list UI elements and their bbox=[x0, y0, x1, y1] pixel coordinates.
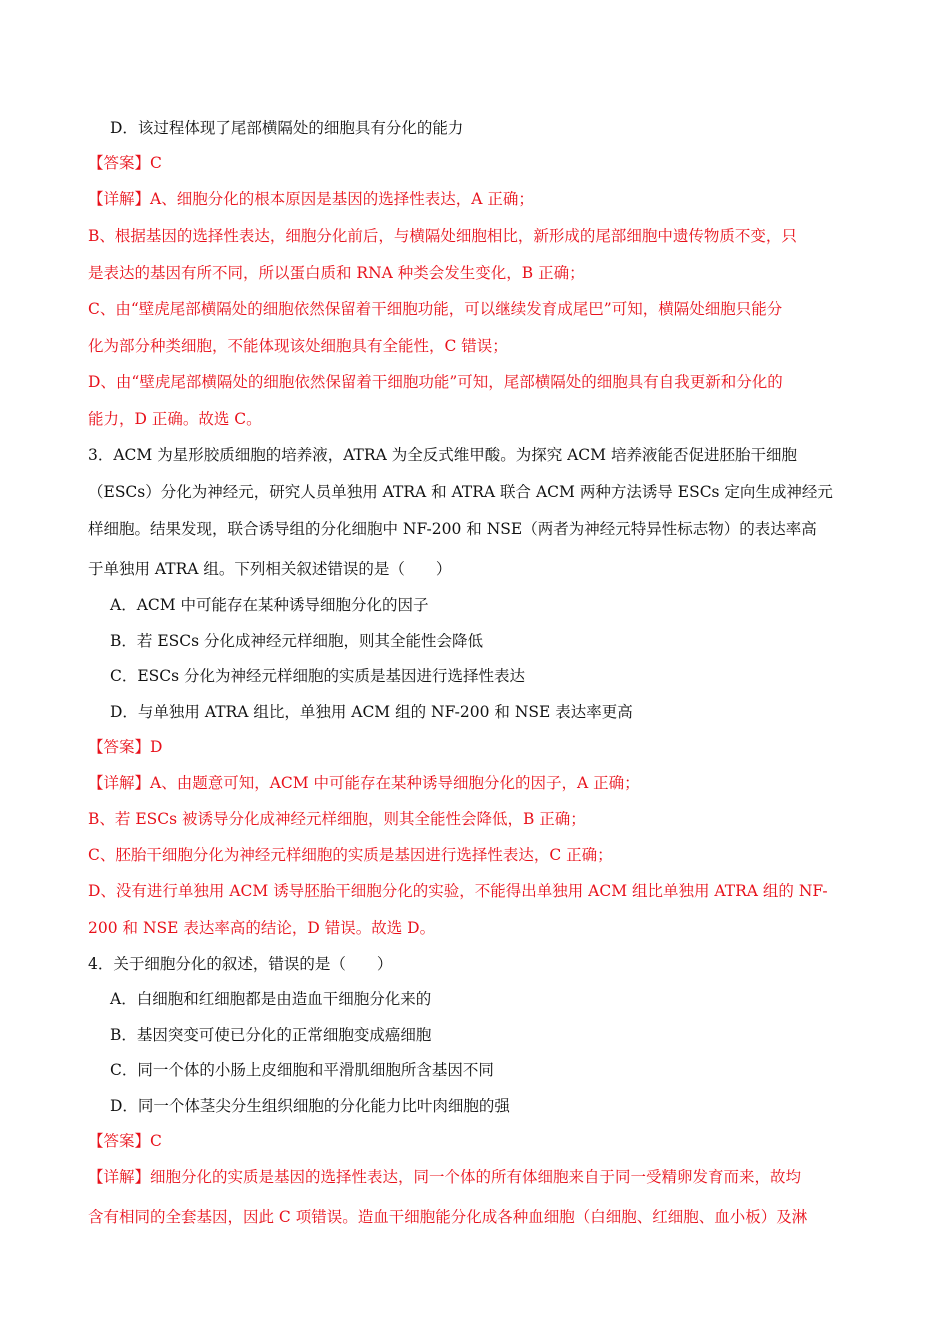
question-3-stem: 3．ACM 为星形胶质细胞的培养液，ATRA 为全反式维甲酸。为探究 ACM 培养液能否促进胚胎干细胞 bbox=[88, 446, 797, 464]
explanation-q2: 能力，D 正确。故选 C。 bbox=[88, 410, 262, 428]
answer-q2: 【答案】C bbox=[88, 154, 162, 172]
option-a-q4: A．白细胞和红细胞都是由造血干细胞分化来的 bbox=[110, 990, 432, 1008]
explanation-q3: C、胚胎干细胞分化为神经元样细胞的实质是基因进行选择性表达，C 正确； bbox=[88, 846, 613, 864]
explanation-q2: 化为部分种类细胞，不能体现该处细胞具有全能性，C 错误； bbox=[88, 337, 508, 355]
explanation-q4: 含有相同的全套基因，因此 C 项错误。造血干细胞能分化成各种血细胞（白细胞、红细胞、血小板）及淋 bbox=[88, 1208, 808, 1226]
explanation-q3: D、没有进行单独用 ACM 诱导胚胎干细胞分化的实验，不能得出单独用 ACM 组比单独用 ATRA 组的 NF- bbox=[88, 882, 828, 900]
answer-q4: 【答案】C bbox=[88, 1132, 162, 1150]
explanation-q3: 200 和 NSE 表达率高的结论，D 错误。故选 D。 bbox=[88, 919, 436, 937]
option-b-q4: B．基因突变可使已分化的正常细胞变成癌细胞 bbox=[110, 1026, 432, 1044]
option-a-q3: A．ACM 中可能存在某种诱导细胞分化的因子 bbox=[110, 596, 429, 614]
explanation-q2: 【详解】A、细胞分化的根本原因是基因的选择性表达，A 正确； bbox=[88, 190, 534, 208]
question-4-stem: 4．关于细胞分化的叙述，错误的是（ ） bbox=[88, 955, 393, 973]
explanation-q2: D、由“壁虎尾部横隔处的细胞依然保留着干细胞功能”可知，尾部横隔处的细胞具有自我更新和分化的 bbox=[88, 373, 783, 391]
explanation-q3: 【详解】A、由题意可知，ACM 中可能存在某种诱导细胞分化的因子，A 正确； bbox=[88, 774, 640, 792]
option-d-q3: D．与单独用 ATRA 组比，单独用 ACM 组的 NF-200 和 NSE 表达率更高 bbox=[110, 703, 633, 721]
option-d-q4: D．同一个体茎尖分生组织细胞的分化能力比叶肉细胞的强 bbox=[110, 1097, 510, 1115]
option-b-q3: B．若 ESCs 分化成神经元样细胞，则其全能性会降低 bbox=[110, 632, 483, 650]
explanation-q2: C、由“壁虎尾部横隔处的细胞依然保留着干细胞功能，可以继续发育成尾巴”可知，横隔处细胞只能分 bbox=[88, 300, 783, 318]
option-d-q2: D．该过程体现了尾部横隔处的细胞具有分化的能力 bbox=[110, 119, 464, 137]
question-3-stem: 于单独用 ATRA 组。下列相关叙述错误的是（ ） bbox=[88, 560, 452, 578]
option-c-q4: C．同一个体的小肠上皮细胞和平滑肌细胞所含基因不同 bbox=[110, 1061, 494, 1079]
question-3-stem: 样细胞。结果发现，联合诱导组的分化细胞中 NF-200 和 NSE（两者为神经元特异性标志物）的表达率高 bbox=[88, 520, 817, 538]
explanation-q2: B、根据基因的选择性表达，细胞分化前后，与横隔处细胞相比，新形成的尾部细胞中遗传物质不变，只 bbox=[88, 227, 797, 245]
explanation-q4: 【详解】细胞分化的实质是基因的选择性表达，同一个体的所有体细胞来自于同一受精卵发育而来，故均 bbox=[88, 1168, 802, 1186]
answer-q3: 【答案】D bbox=[88, 738, 163, 756]
explanation-q3: B、若 ESCs 被诱导分化成神经元样细胞，则其全能性会降低，B 正确； bbox=[88, 810, 586, 828]
explanation-q2: 是表达的基因有所不同，所以蛋白质和 RNA 种类会发生变化，B 正确； bbox=[88, 264, 585, 282]
option-c-q3: C．ESCs 分化为神经元样细胞的实质是基因进行选择性表达 bbox=[110, 667, 526, 685]
question-3-stem: （ESCs）分化为神经元，研究人员单独用 ATRA 和 ATRA 联合 ACM 两种方法诱导 ESCs 定向生成神经元 bbox=[88, 483, 833, 501]
